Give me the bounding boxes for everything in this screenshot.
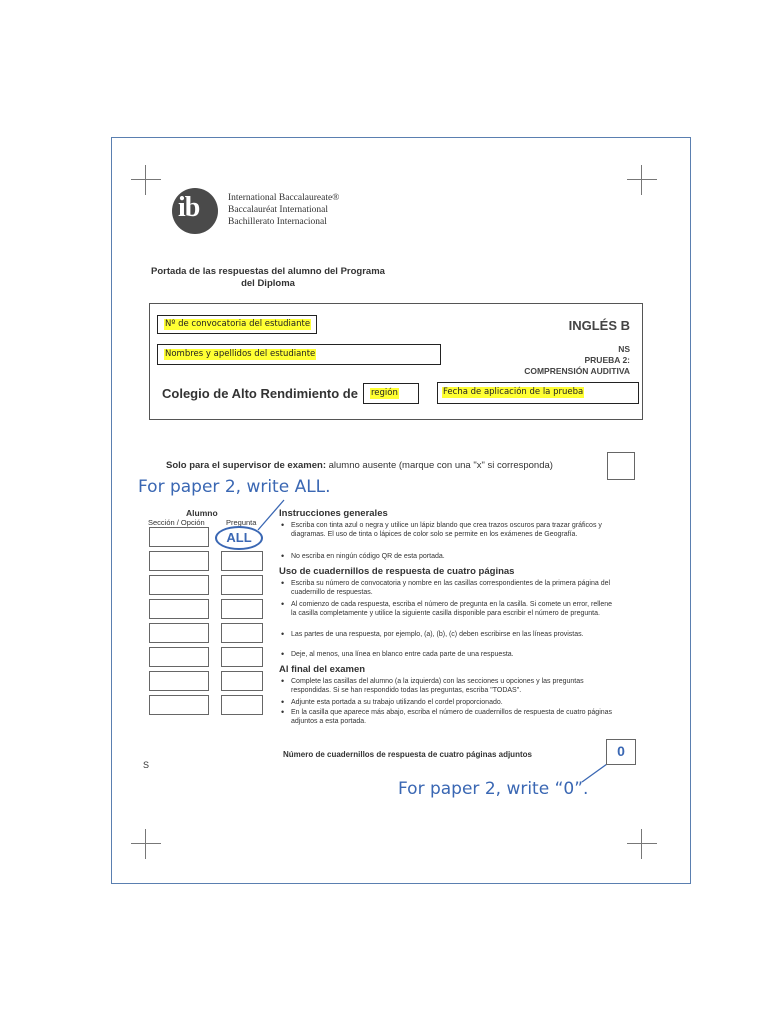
annotation-paper2-all: For paper 2, write ALL. [138,477,331,497]
end-instructions-title: Al final del examen [279,664,366,675]
date-label: Fecha de aplicación de la prueba [443,387,584,397]
general-instructions-title: Instrucciones generales [279,508,388,519]
booklet-instructions-title: Uso de cuadernillos de respuesta de cuatro páginas [279,566,515,577]
end-bullet-1: • Complete las casillas del alumno (a la izquierda) con las secciones u opciones y las preguntas respondidas. Si se han respondido todas las preguntas, escriba "TODAS". [281,677,617,695]
org-name-fr: Baccalauréat International [228,205,328,215]
booklet-bullet-1: • Escriba su número de convocatoria y nombre en las casillas correspondientes de la primera página del cuadernillo de respuestas. [281,579,617,597]
booklet-bullet-3: • Las partes de una respuesta, por ejemplo, (a), (b), (c) deben escribirse en las líneas provistas. [281,630,617,639]
subject-component: COMPRENSIÓN AUDITIVA [524,366,630,376]
org-name-en: International Baccalaureate® [228,193,340,203]
supervisor-note-text: alumno ausente (marque con una "x" si corresponda) [325,460,553,471]
seccion-header: Sección / Opción [148,518,205,527]
footer-letter: S [143,760,150,770]
subject-name: INGLÉS B [568,318,630,333]
candidate-name-label: Nombres y apellidos del estudiante [165,349,316,359]
end-bullet-2: • Adjunte esta portada a su trabajo utilizando el cordel proporcionado. [281,698,617,707]
org-name-es: Bachillerato Internacional [228,217,327,227]
subject-level: NS [618,344,630,354]
general-bullet-2: • No escriba en ningún código QR de esta portada. [281,552,617,561]
region-label: región [371,388,398,398]
subject-paper: PRUEBA 2: [584,355,630,365]
booklet-count-label: Número de cuadernillos de respuesta de cuatro páginas adjuntos [283,750,532,759]
ib-logo-mark: ib [178,192,200,223]
circled-all-text: ALL [226,530,252,545]
annotation-paper2-zero: For paper 2, write “0”. [398,779,589,799]
pregunta-header: Pregunta [226,518,257,527]
booklet-count-value: 0 [617,743,625,759]
general-bullet-1: • Escriba con tinta azul o negra y utilice un lápiz blando que crea trazos oscuros para trazar gráficos y diagramas. El uso de tinta o lápices de color solo se permite en los exámenes de Geografía. [281,521,617,539]
cover-title-line1: Portada de las respuestas del alumno del Programa [151,266,385,277]
school-name: Colegio de Alto Rendimiento de [162,386,358,401]
supervisor-note-bold: Solo para el supervisor de examen: [166,460,326,471]
alumno-header: Alumno [186,508,218,518]
booklet-bullet-2: • Al comienzo de cada respuesta, escriba el número de pregunta en la casilla. Si comete un error, rellene la casilla completamente y utilice la siguiente casilla disponible para escribir el número de pregunta. [281,600,617,618]
candidate-number-label: Nº de convocatoria del estudiante [165,319,311,329]
booklet-bullet-4: • Deje, al menos, una línea en blanco entre cada parte de una respuesta. [281,650,617,659]
cover-title-line2: del Diploma [241,278,295,289]
end-bullet-3: • En la casilla que aparece más abajo, escriba el número de cuadernillos de respuesta de cuatro páginas adjuntos a esta portada. [281,708,617,726]
booklet-count-box[interactable] [606,739,636,765]
